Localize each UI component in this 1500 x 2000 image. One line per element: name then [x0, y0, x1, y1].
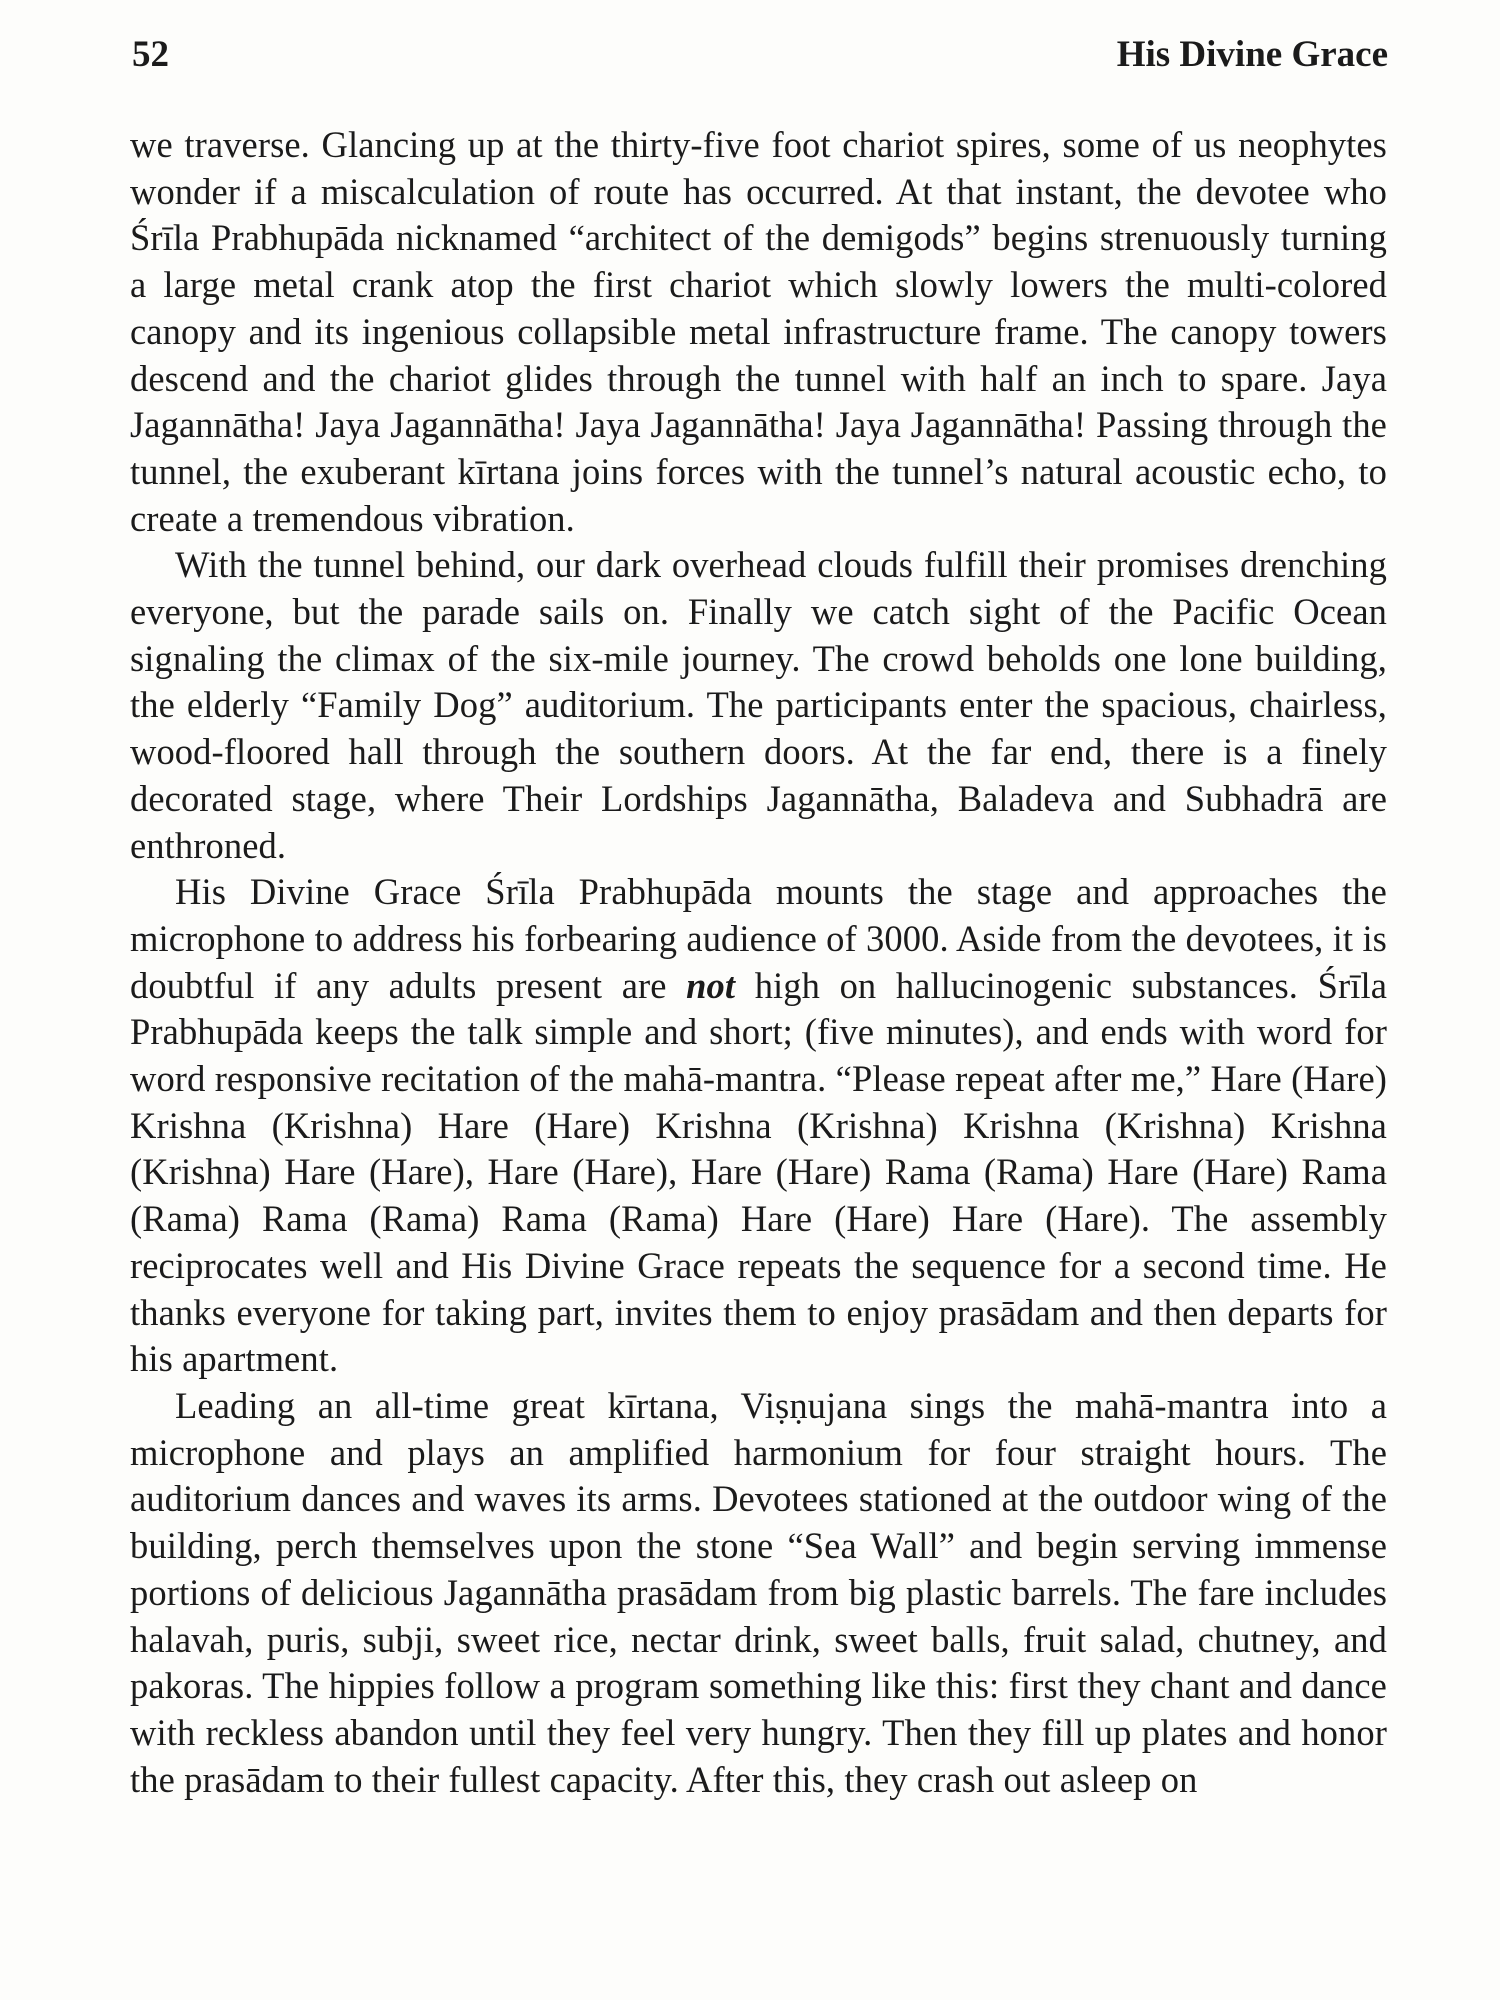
body-text: [130, 122, 1387, 1803]
paragraph-3-part-2: high on hallucinogenic substances. Śrīla Prabhupāda keeps the talk simple and short; (five minutes), and ends with word for word responsive recitation of the mahā-mantra. “Please repeat after me,” Hare (Hare) Krishna (Krishna) Hare (Hare) Krishna (Krishna) Krishna (Krishna) Krishna (Krishna) Hare (Hare), Hare (Hare), Hare (Hare) Rama (Rama) Hare (Hare) Rama (Rama) Rama (Rama) Rama (Rama) Hare (Hare) Hare (Hare). The assembly reciprocates well and His Divine Grace repeats the sequence for a second time. He thanks everyone for taking part, invites them to enjoy prasādam and then departs for his apartment.: [130, 964, 1387, 1380]
paragraph-3-part-1: His Divine Grace Śrīla Prabhupāda mounts the stage and approaches the microphone to address his forbearing audience of 3000. Aside from the devotees, it is doubtful if any adults present are: [130, 871, 1387, 1006]
running-title: His Divine Grace: [1116, 34, 1388, 75]
emphasized-word: not: [686, 964, 736, 1006]
paragraph-3: [130, 869, 1387, 1383]
paragraph-4: Leading an all-time great kīrtana, Viṣṇujana sings the mahā-mantra into a microphone and plays an amplified harmonium for four straight hours. The auditorium dances and waves its arms. Devotees stationed at the outdoor wing of the building, perch themselves upon the stone “Sea Wall” and begin serving immense portions of delicious Jagannātha prasādam from big plastic barrels. The fare includes halavah, puris, subji, sweet rice, nectar drink, sweet balls, fruit salad, chutney, and pakoras. The hippies follow a program something like this: first they chant and dance with reckless abandon until they feel very hungry. Then they fill up plates and honor the prasādam to their fullest capacity. After this, they crash out asleep on: [130, 1384, 1387, 1800]
paragraph-2: With the tunnel behind, our dark overhead clouds fulfill their promises drenching everyone, but the parade sails on. Finally we catch sight of the Pacific Ocean signaling the climax of the six-mile journey. The crowd beholds one lone building, the elderly “Family Dog” auditorium. The participants enter the spacious, chairless, wood-floored hall through the southern doors. At the far end, there is a finely decorated stage, where Their Lordships Jagannātha, Baladeva and Subhadrā are enthroned.: [130, 544, 1387, 866]
page-number: 52: [132, 34, 169, 75]
page-header: [132, 30, 1388, 80]
paragraph-1: we traverse. Glancing up at the thirty-five foot chariot spires, some of us neophytes wonder if a miscalculation of route has occurred. At that instant, the devotee who Śrīla Prabhupāda nicknamed “architect of the demigods” begins strenuously turning a large metal crank atop the first chariot which slowly lowers the multi-colored canopy and its ingenious collapsible metal infrastructure frame. The canopy towers descend and the chariot glides through the tunnel with half an inch to spare. Jaya Jagannātha! Jaya Jagannātha! Jaya Jagannātha! Jaya Jagannātha! Passing through the tunnel, the exuberant kīrtana joins forces with the tunnel’s natural acoustic echo, to create a tremendous vibration.: [130, 124, 1387, 539]
